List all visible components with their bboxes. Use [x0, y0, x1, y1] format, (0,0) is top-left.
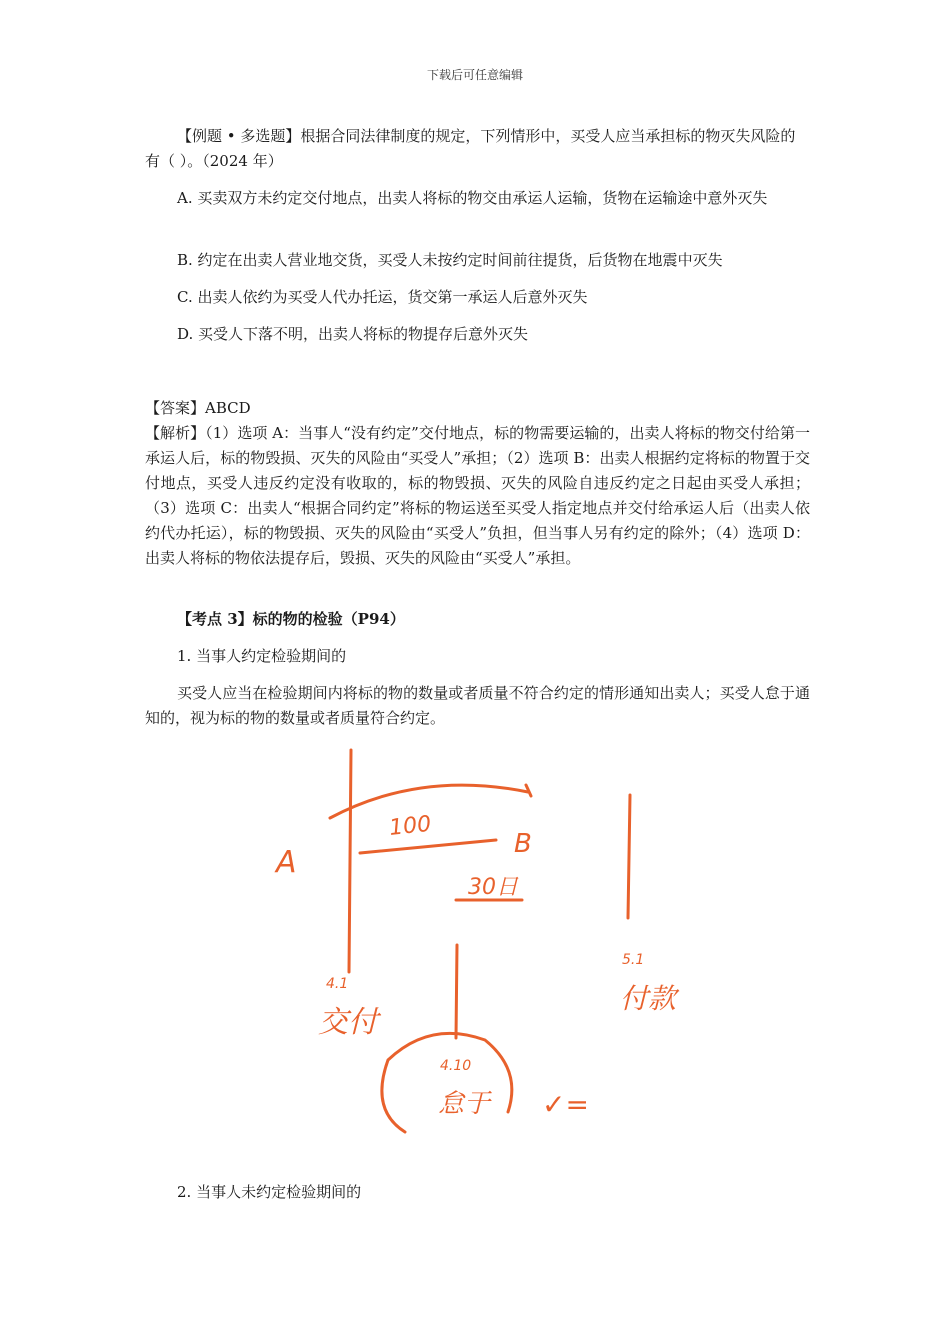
question-title: 【例题 • 多选题】根据合同法律制度的规定，下列情形中，买受人应当承担标的物灭失风险的有（ ）。（2024 年） — [145, 127, 796, 170]
option-a: A. 买卖双方未约定交付地点，出卖人将标的物交由承运人运输，货物在运输途中意外灭失 — [177, 189, 768, 207]
page-header: 下载后可任意编辑 — [426, 68, 523, 82]
option-b: B. 约定在出卖人营业地交货，买受人未按约定时间前往提货，后货物在地震中灭失 — [177, 251, 723, 269]
label-b: B — [514, 829, 532, 859]
timeline-a-line — [349, 750, 351, 972]
date-label-1: 4.1 — [326, 976, 349, 992]
section-heading: 【考点 3】标的物的检验（P94） — [177, 610, 405, 628]
item-1-text: 买受人应当在检验期间内将标的物的数量或者质量不符合约定的情形通知出卖人；买受人怠于通知的，视为标的物的数量或者质量符合约定。 — [145, 684, 810, 727]
period-label: 30日 — [468, 875, 518, 900]
date-label-2: 4.10 — [440, 1058, 472, 1074]
label-a: A — [276, 845, 297, 880]
analysis: 【解析】（1）选项 A：当事人“没有约定”交付地点，标的物需要运输的，出卖人将标的物交付给第一承运人后，标的物毁损、灭失的风险由“买受人”承担；（2）选项 B：出卖人根据约定将标的物置于交付地点，买受人违反约定没有收取的，标的物毁损、灭失的风险自违反约定之日起由买受人承担；（3）选项 C：出卖人“根据合同约定”将标的物运送至买受人指定地点并交付给承运人后（出卖人依约代办托运），标的物毁损、灭失的风险由“买受人”负担，但当事人另有约定的除外；（4）选项 D：出卖人将标的物依法提存后，毁损、灭失的风险由“买受人”承担。 — [145, 424, 810, 567]
amount-label: 100 — [388, 811, 433, 841]
option-c: C. 出卖人依约为买受人代办托运，货交第一承运人后意外灭失 — [177, 288, 588, 306]
inspection-line — [456, 945, 457, 1038]
word-label-3: 付款 — [620, 982, 677, 1015]
answer: 【答案】ABCD — [145, 399, 251, 417]
timeline-b-line — [628, 795, 630, 918]
check-mark: ✓= — [542, 1088, 589, 1121]
word-label-1: 交付 — [318, 1005, 378, 1040]
handwritten-timeline-sketch — [260, 740, 720, 1150]
word-label-2: 怠于 — [438, 1089, 491, 1119]
date-label-3: 5.1 — [622, 952, 645, 968]
item-2-heading: 2. 当事人未约定检验期间的 — [177, 1183, 362, 1201]
option-d: D. 买受人下落不明，出卖人将标的物提存后意外灭失 — [177, 325, 529, 343]
item-1-heading: 1. 当事人约定检验期间的 — [177, 647, 347, 665]
contract-line — [360, 840, 496, 853]
